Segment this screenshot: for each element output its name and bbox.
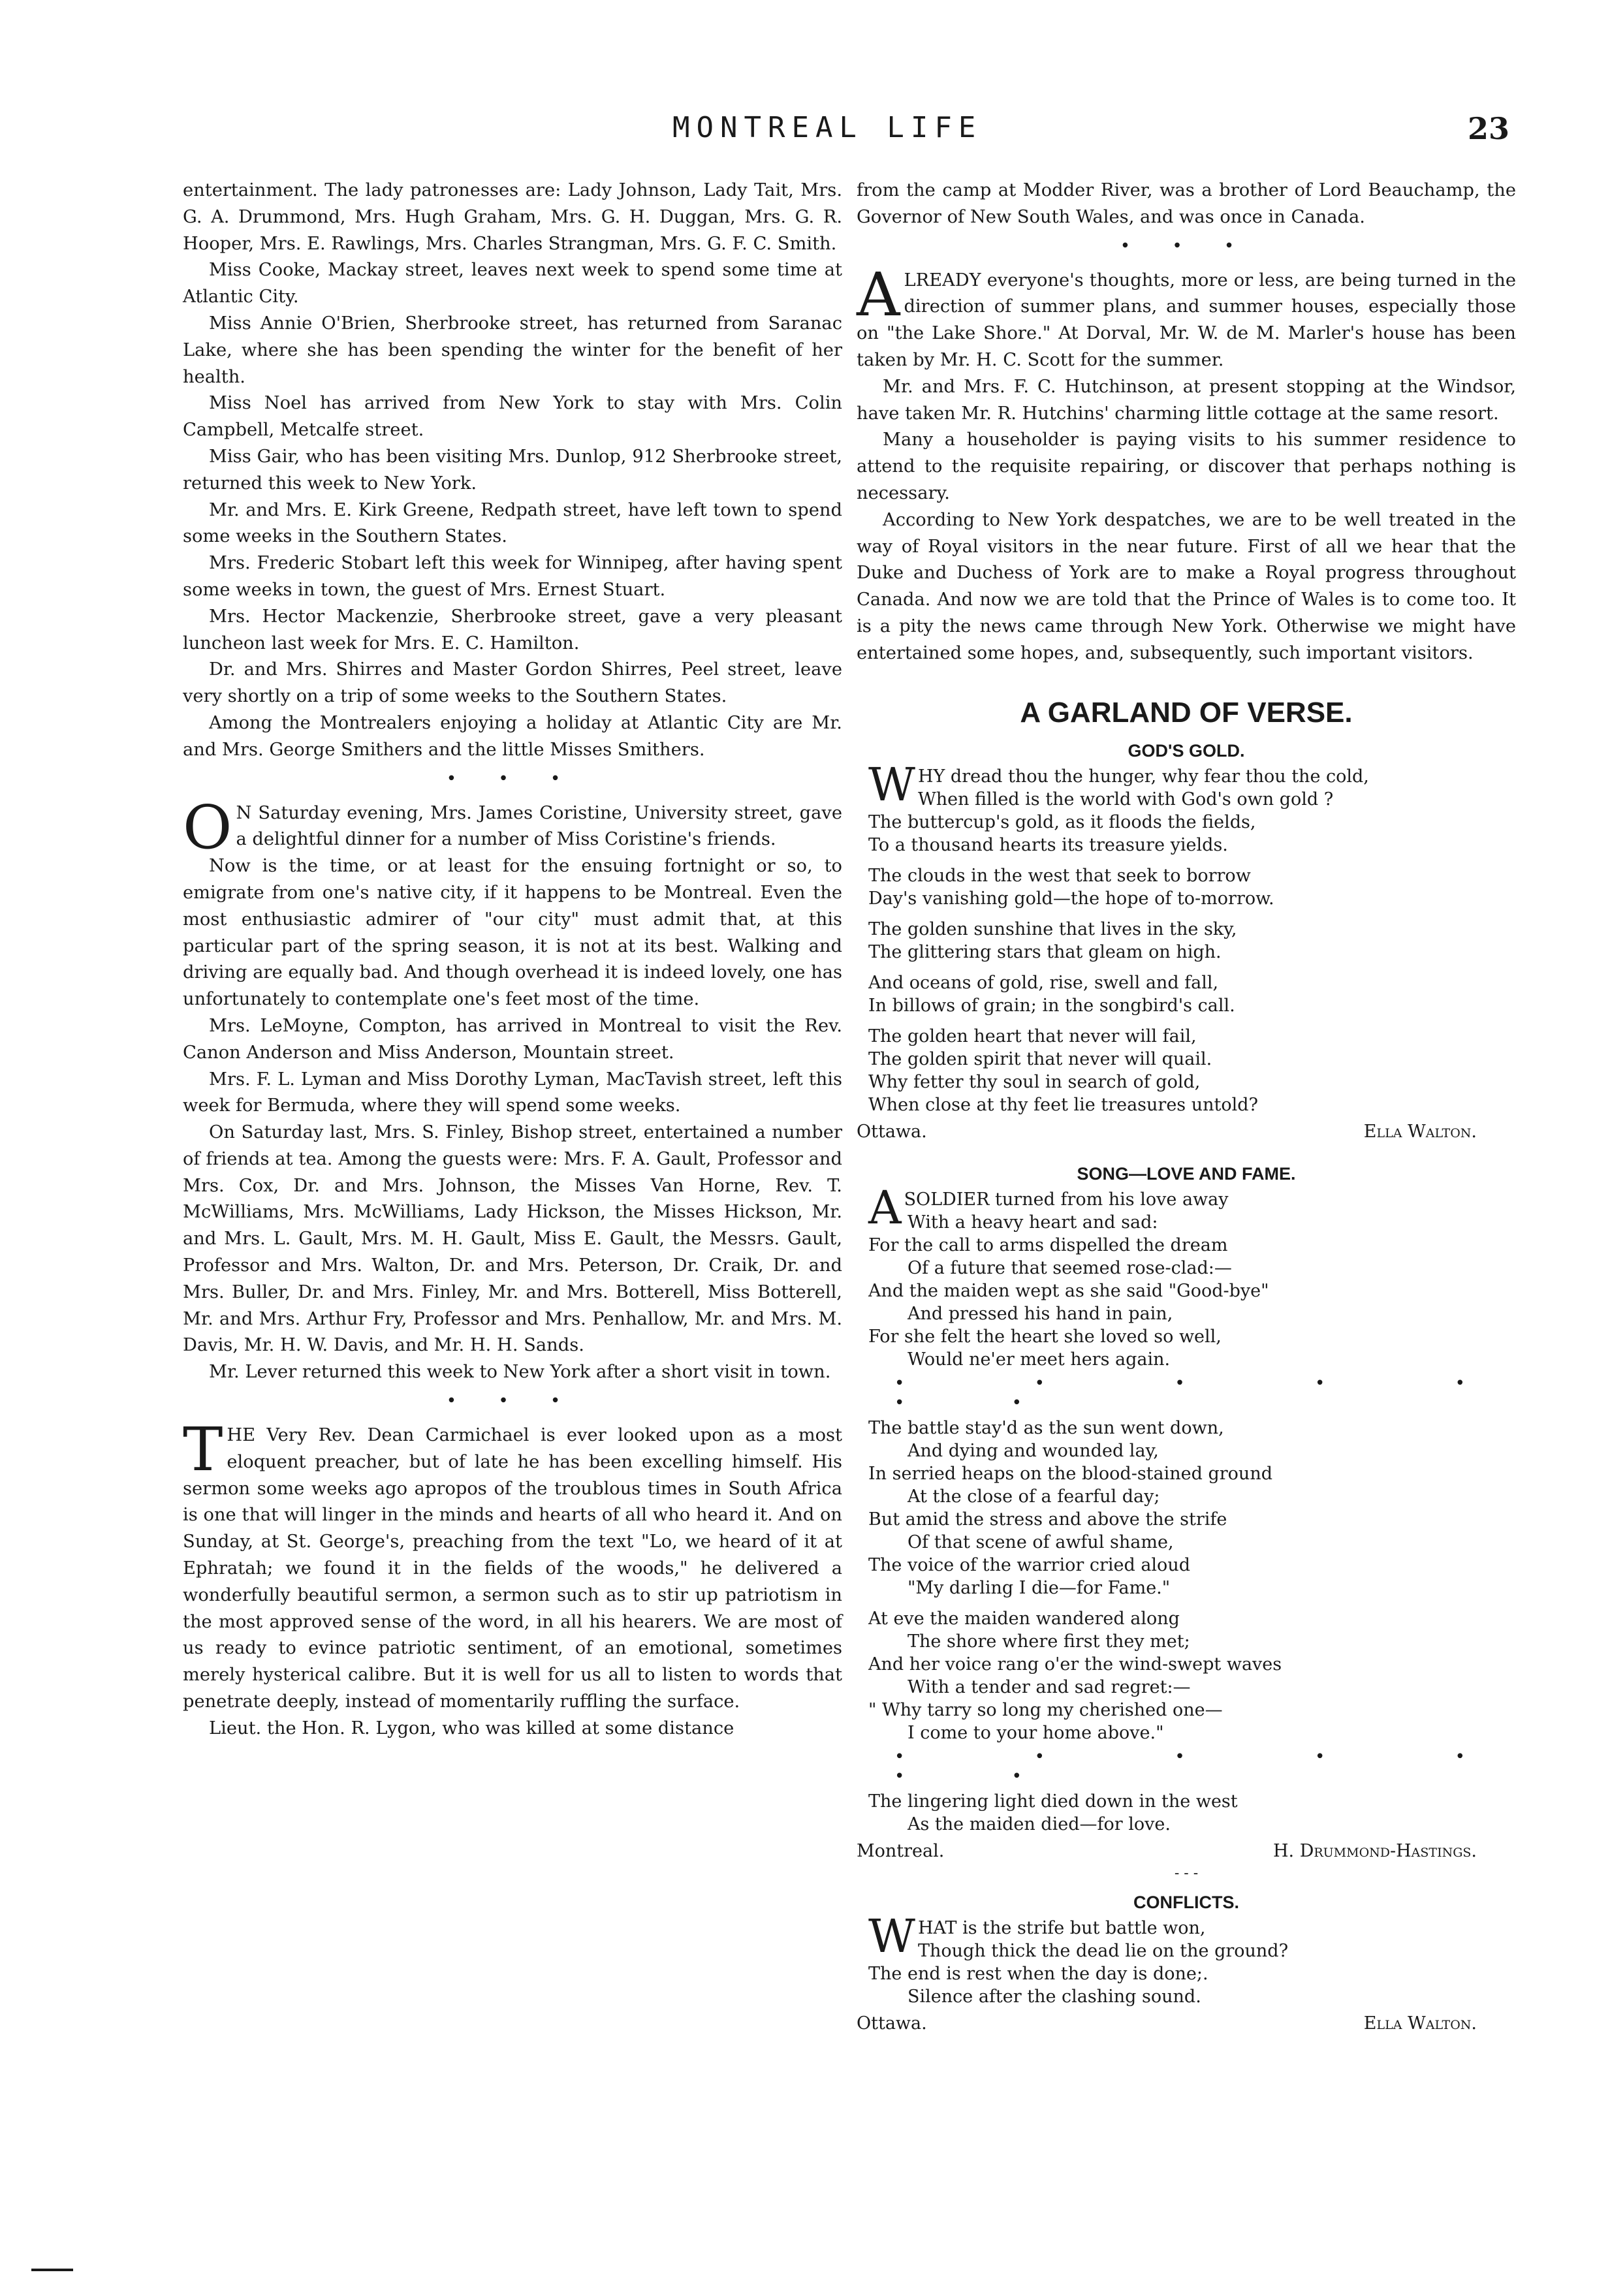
verse-section-title: A GARLAND OF VERSE.: [1020, 696, 1353, 729]
poem-line: And oceans of gold, rise, swell and fall,: [868, 972, 1219, 993]
paragraph: Mrs. Frederic Stobart left this week for Winnipeg, after having spent some weeks in town, the guest of Mrs. Ernest Stuart.: [183, 553, 842, 600]
stanza: [868, 971, 1516, 1017]
poem-line: For she felt the heart she loved so well,: [868, 1326, 1222, 1347]
paragraph: [183, 792, 842, 862]
stanza: [868, 1025, 1516, 1116]
poem-title: CONFLICTS.: [1133, 1892, 1239, 1912]
poem-author: H. Drummond-Hastings.: [1272, 1840, 1477, 1861]
poem: [857, 1180, 1516, 1836]
poem-line: Would ne'er meet hers again.: [908, 1349, 1171, 1370]
paragraph: Miss Gair, who has been visiting Mrs. Dunlop, 912 Sherbrooke street, returned this week to New York.: [183, 446, 842, 494]
stanza: [868, 757, 1516, 857]
poem-line: The lingering light died down in the west: [868, 1791, 1238, 1812]
paragraph: from the camp at Modder River, was a brother of Lord Beauchamp, the Governor of New South Wales, and was once in Canada.: [857, 180, 1516, 227]
poem-line: The end is rest when the day is done;.: [868, 1963, 1208, 1984]
poem-line: And her voice rang o'er the wind-swept waves: [868, 1654, 1282, 1675]
poem-place: Montreal.: [857, 1840, 945, 1861]
paragraph: [857, 259, 1516, 374]
poem-line: The golden heart that never will fail,: [868, 1026, 1197, 1046]
stanza: [868, 1417, 1516, 1599]
page-number: 23: [1468, 111, 1510, 146]
poem-line: At the close of a fearful day;: [908, 1486, 1160, 1507]
paragraph-text: N Saturday evening, Mrs. James Coristine, University street, gave a delightful dinner for a number of Miss Coristine's friends.: [236, 802, 842, 850]
drop-cap: W: [868, 757, 915, 811]
poem-line: With a tender and sad regret:—: [908, 1676, 1191, 1697]
drop-cap: T: [183, 1415, 223, 1485]
poem-line: At eve the maiden wandered along: [868, 1608, 1180, 1629]
edge-rule: [31, 2269, 73, 2271]
paragraph: Dr. and Mrs. Shirres and Master Gordon Shirres, Peel street, leave very shortly on a trip of some weeks to the Southern States.: [183, 659, 842, 707]
drop-cap: O: [183, 792, 232, 862]
poem-line: When close at thy feet lie treasures untold?: [868, 1094, 1259, 1115]
poem-line: I come to your home above.": [908, 1722, 1164, 1743]
poem-place: Ottawa.: [857, 2013, 927, 2034]
paragraph: entertainment. The lady patronesses are: Lady Johnson, Lady Tait, Mrs. G. A. Drummond, Mrs. Hugh Graham, Mrs. G. H. Duggan, Mrs. G. R. Hooper, Mrs. E. Rawlings, Mrs. Charles Strangman, Mrs. G. F. C. Smith.: [183, 180, 842, 254]
paragraph: Many a householder is paying visits to his summer residence to attend to the requisite repairing, or discover that perhaps nothing is necessary.: [857, 430, 1516, 503]
poem-line: And pressed his hand in pain,: [908, 1303, 1173, 1324]
paragraph: Mrs. Hector Mackenzie, Sherbrooke street, gave a very pleasant luncheon last week for Mrs. E. C. Hamilton.: [183, 606, 842, 653]
poem-title: SONG—LOVE AND FAME.: [1077, 1163, 1296, 1184]
stanza: [868, 1607, 1516, 1744]
poem-line: The voice of the warrior cried aloud: [868, 1554, 1190, 1575]
stanza: [868, 864, 1516, 910]
poem-line: HY dread thou the hunger, why fear thou the cold,: [917, 766, 1369, 787]
poem-line: Day's vanishing gold—the hope of to-morrow.: [868, 888, 1274, 909]
stanza: [868, 1909, 1516, 2008]
poem-line: Of a future that seemed rose-clad:—: [908, 1257, 1232, 1278]
poem-place: Ottawa.: [857, 1121, 927, 1142]
poem-line: Though thick the dead lie on the ground?: [917, 1940, 1289, 1961]
right-column: [857, 178, 1516, 2036]
stanza: [868, 1790, 1516, 1836]
left-column: [183, 178, 842, 1742]
poem: [857, 757, 1516, 1116]
poem-line: HAT is the strife but battle won,: [917, 1917, 1206, 1938]
poem-line: In serried heaps on the blood-stained ground: [868, 1463, 1272, 1484]
stanza-separator: • • • • • • •: [894, 1373, 1516, 1413]
section-separator: • • •: [446, 1391, 579, 1411]
stanza: [868, 1180, 1516, 1371]
poem-line: But amid the stress and above the strife: [868, 1509, 1227, 1530]
paragraph: According to New York despatches, we are to be well treated in the way of Royal visitors in the near future. First of all we hear that the Duke and Duchess of York are to make a Royal progress throughout Canada. And now we are told that the Prince of Wales is to come too. It is a pity the news came through New York. Otherwise we might have entertained some hopes, and, subsequently, such important visitors.: [857, 509, 1516, 663]
poem-author: Ella Walton.: [1363, 2013, 1477, 2034]
poem-line: With a heavy heart and sad:: [908, 1212, 1158, 1233]
paragraph: On Saturday last, Mrs. S. Finley, Bishop street, entertained a number of friends at tea. Among the guests were: Mrs. F. A. Gault, Professor and Mrs. Cox, Dr. and Mrs. Johnson, the Misses Van Horne, Rev. T. McWilliams, Mrs. McWilliams, Lady Hickson, the Misses Hickson, Mr. and Mrs. L. Gault, Mrs. M. H. Gault, Miss E. Gault, the Messrs. Gault, Professor and Mrs. Walton, Dr. and Mrs. Peterson, Dr. Craik, Dr. and Mrs. Buller, Dr. and Mrs. Finley, Mr. and Mrs. Botterell, Miss Botterell, Mr. and Mrs. Arthur Fry, Professor and Mrs. Penhallow, Mr. and Mrs. M. Davis, Mr. H. W. Davis, and Mr. H. H. Sands.: [183, 1122, 842, 1356]
poem-line: Of that scene of awful shame,: [908, 1532, 1174, 1552]
poem-line: The golden sunshine that lives in the sky,: [868, 919, 1237, 939]
poem-line: "My darling I die—for Fame.": [908, 1577, 1171, 1598]
paragraph: [183, 1415, 842, 1716]
paragraph: Mrs. LeMoyne, Compton, has arrived in Montreal to visit the Rev. Canon Anderson and Miss Anderson, Mountain street.: [183, 1015, 842, 1063]
poem-signoff: [857, 1120, 1516, 1144]
paragraph: Miss Noel has arrived from New York to stay with Mrs. Colin Campbell, Metcalfe street.: [183, 393, 842, 441]
poem-line: To a thousand hearts its treasure yields.: [868, 834, 1228, 855]
poem: [857, 1909, 1516, 2008]
paragraph: Mr. and Mrs. E. Kirk Greene, Redpath street, have left town to spend some weeks in the Southern States.: [183, 499, 842, 547]
poem-line: The shore where first they met;: [908, 1631, 1190, 1652]
poem-line: " Why tarry so long my cherished one—: [868, 1699, 1223, 1720]
paragraph: Mr. Lever returned this week to New York after a short visit in town.: [209, 1362, 831, 1383]
paragraph-text: HE Very Rev. Dean Carmichael is ever looked upon as a most eloquent preacher, but of late he has been excelling himself. His sermon some weeks ago apropos of the troublous times in South Africa is one that will linger in the minds and hearts of all who heard it. And on Sunday, at St. George's, preaching from the text "Lo, we heard of it at Ephratah; we found it in the fields of the woods," he delivered a wonderfully beautiful sermon, a sermon such as to stir up patriotism in the most approved sense of the word, in all his hearers. We are most of us ready to evince patriotic sentiment, of an emotional, sometimes merely hysterical calibre. But it is well for us all to listen to words that penetrate deeply, instead of momentarily ruffling the surface.: [183, 1425, 842, 1712]
poem-line: Silence after the clashing sound.: [908, 1986, 1201, 2007]
poem-signoff: [857, 1840, 1516, 1863]
drop-cap: A: [868, 1180, 902, 1234]
poem-line: And dying and wounded lay,: [908, 1440, 1159, 1461]
poem-line: The golden spirit that never will quail.: [868, 1048, 1212, 1069]
poem-line: As the maiden died—for love.: [908, 1814, 1171, 1834]
stanza: [868, 918, 1516, 964]
paragraph: Among the Montrealers enjoying a holiday at Atlantic City are Mr. and Mrs. George Smithers and the little Misses Smithers.: [183, 712, 842, 760]
paragraph: Mrs. F. L. Lyman and Miss Dorothy Lyman, MacTavish street, left this week for Bermuda, where they will spend some weeks.: [183, 1069, 842, 1116]
poem-title: GOD'S GOLD.: [1128, 740, 1245, 761]
section-separator: • • •: [1120, 236, 1253, 256]
small-separator: - - -: [1174, 1864, 1199, 1881]
drop-cap: A: [857, 259, 900, 330]
poem-line: In billows of grain; in the songbird's call.: [868, 995, 1235, 1016]
paragraph: Miss Cooke, Mackay street, leaves next week to spend some time at Atlantic City.: [183, 260, 842, 307]
paragraph: Now is the time, or at least for the ensuing fortnight or so, to emigrate from one's native city, if it happens to be Montreal. Even the most enthusiastic admirer of "our city" must admit that, at this particular part of the spring season, it is not at its best. Walking and driving are equally bad. And though overhead it is indeed lovely, one has unfortunately to contemplate one's feet most of the time.: [183, 856, 842, 1010]
running-head: MONTREAL LIFE: [672, 111, 983, 144]
poem-line: When filled is the world with God's own gold ?: [917, 789, 1334, 810]
paragraph: Mr. and Mrs. F. C. Hutchinson, at present stopping at the Windsor, have taken Mr. R. Hutchins' charming little cottage at the same resort.: [857, 376, 1516, 424]
poem-line: Why fetter thy soul in search of gold,: [868, 1071, 1201, 1092]
poem-signoff: [857, 2012, 1516, 2036]
paragraph-text: LREADY everyone's thoughts, more or less, are being turned in the direction of summer plans, and summer houses, especially those on "the Lake Shore." At Dorval, Mr. W. de M. Marler's house has been taken by Mr. H. C. Scott for the summer.: [857, 270, 1516, 370]
poem-line: SOLDIER turned from his love away: [904, 1189, 1229, 1210]
poem-line: And the maiden wept as she said "Good-bye": [868, 1280, 1269, 1301]
paragraph: Miss Annie O'Brien, Sherbrooke street, has returned from Saranac Lake, where she has been spending the winter for the benefit of her health.: [183, 313, 842, 387]
section-separator: • • •: [446, 768, 579, 789]
poem-line: The battle stay'd as the sun went down,: [868, 1417, 1224, 1438]
poem-line: The buttercup's gold, as it floods the fields,: [868, 811, 1256, 832]
stanza-separator: • • • • • • •: [894, 1746, 1516, 1786]
paragraph: Lieut. the Hon. R. Lygon, who was killed at some distance: [209, 1718, 734, 1738]
poem-line: For the call to arms dispelled the dream: [868, 1234, 1228, 1255]
drop-cap: W: [868, 1909, 915, 1963]
poem-line: The clouds in the west that seek to borrow: [868, 865, 1251, 886]
poem-line: The glittering stars that gleam on high.: [868, 941, 1222, 962]
poem-author: Ella Walton.: [1363, 1121, 1477, 1142]
